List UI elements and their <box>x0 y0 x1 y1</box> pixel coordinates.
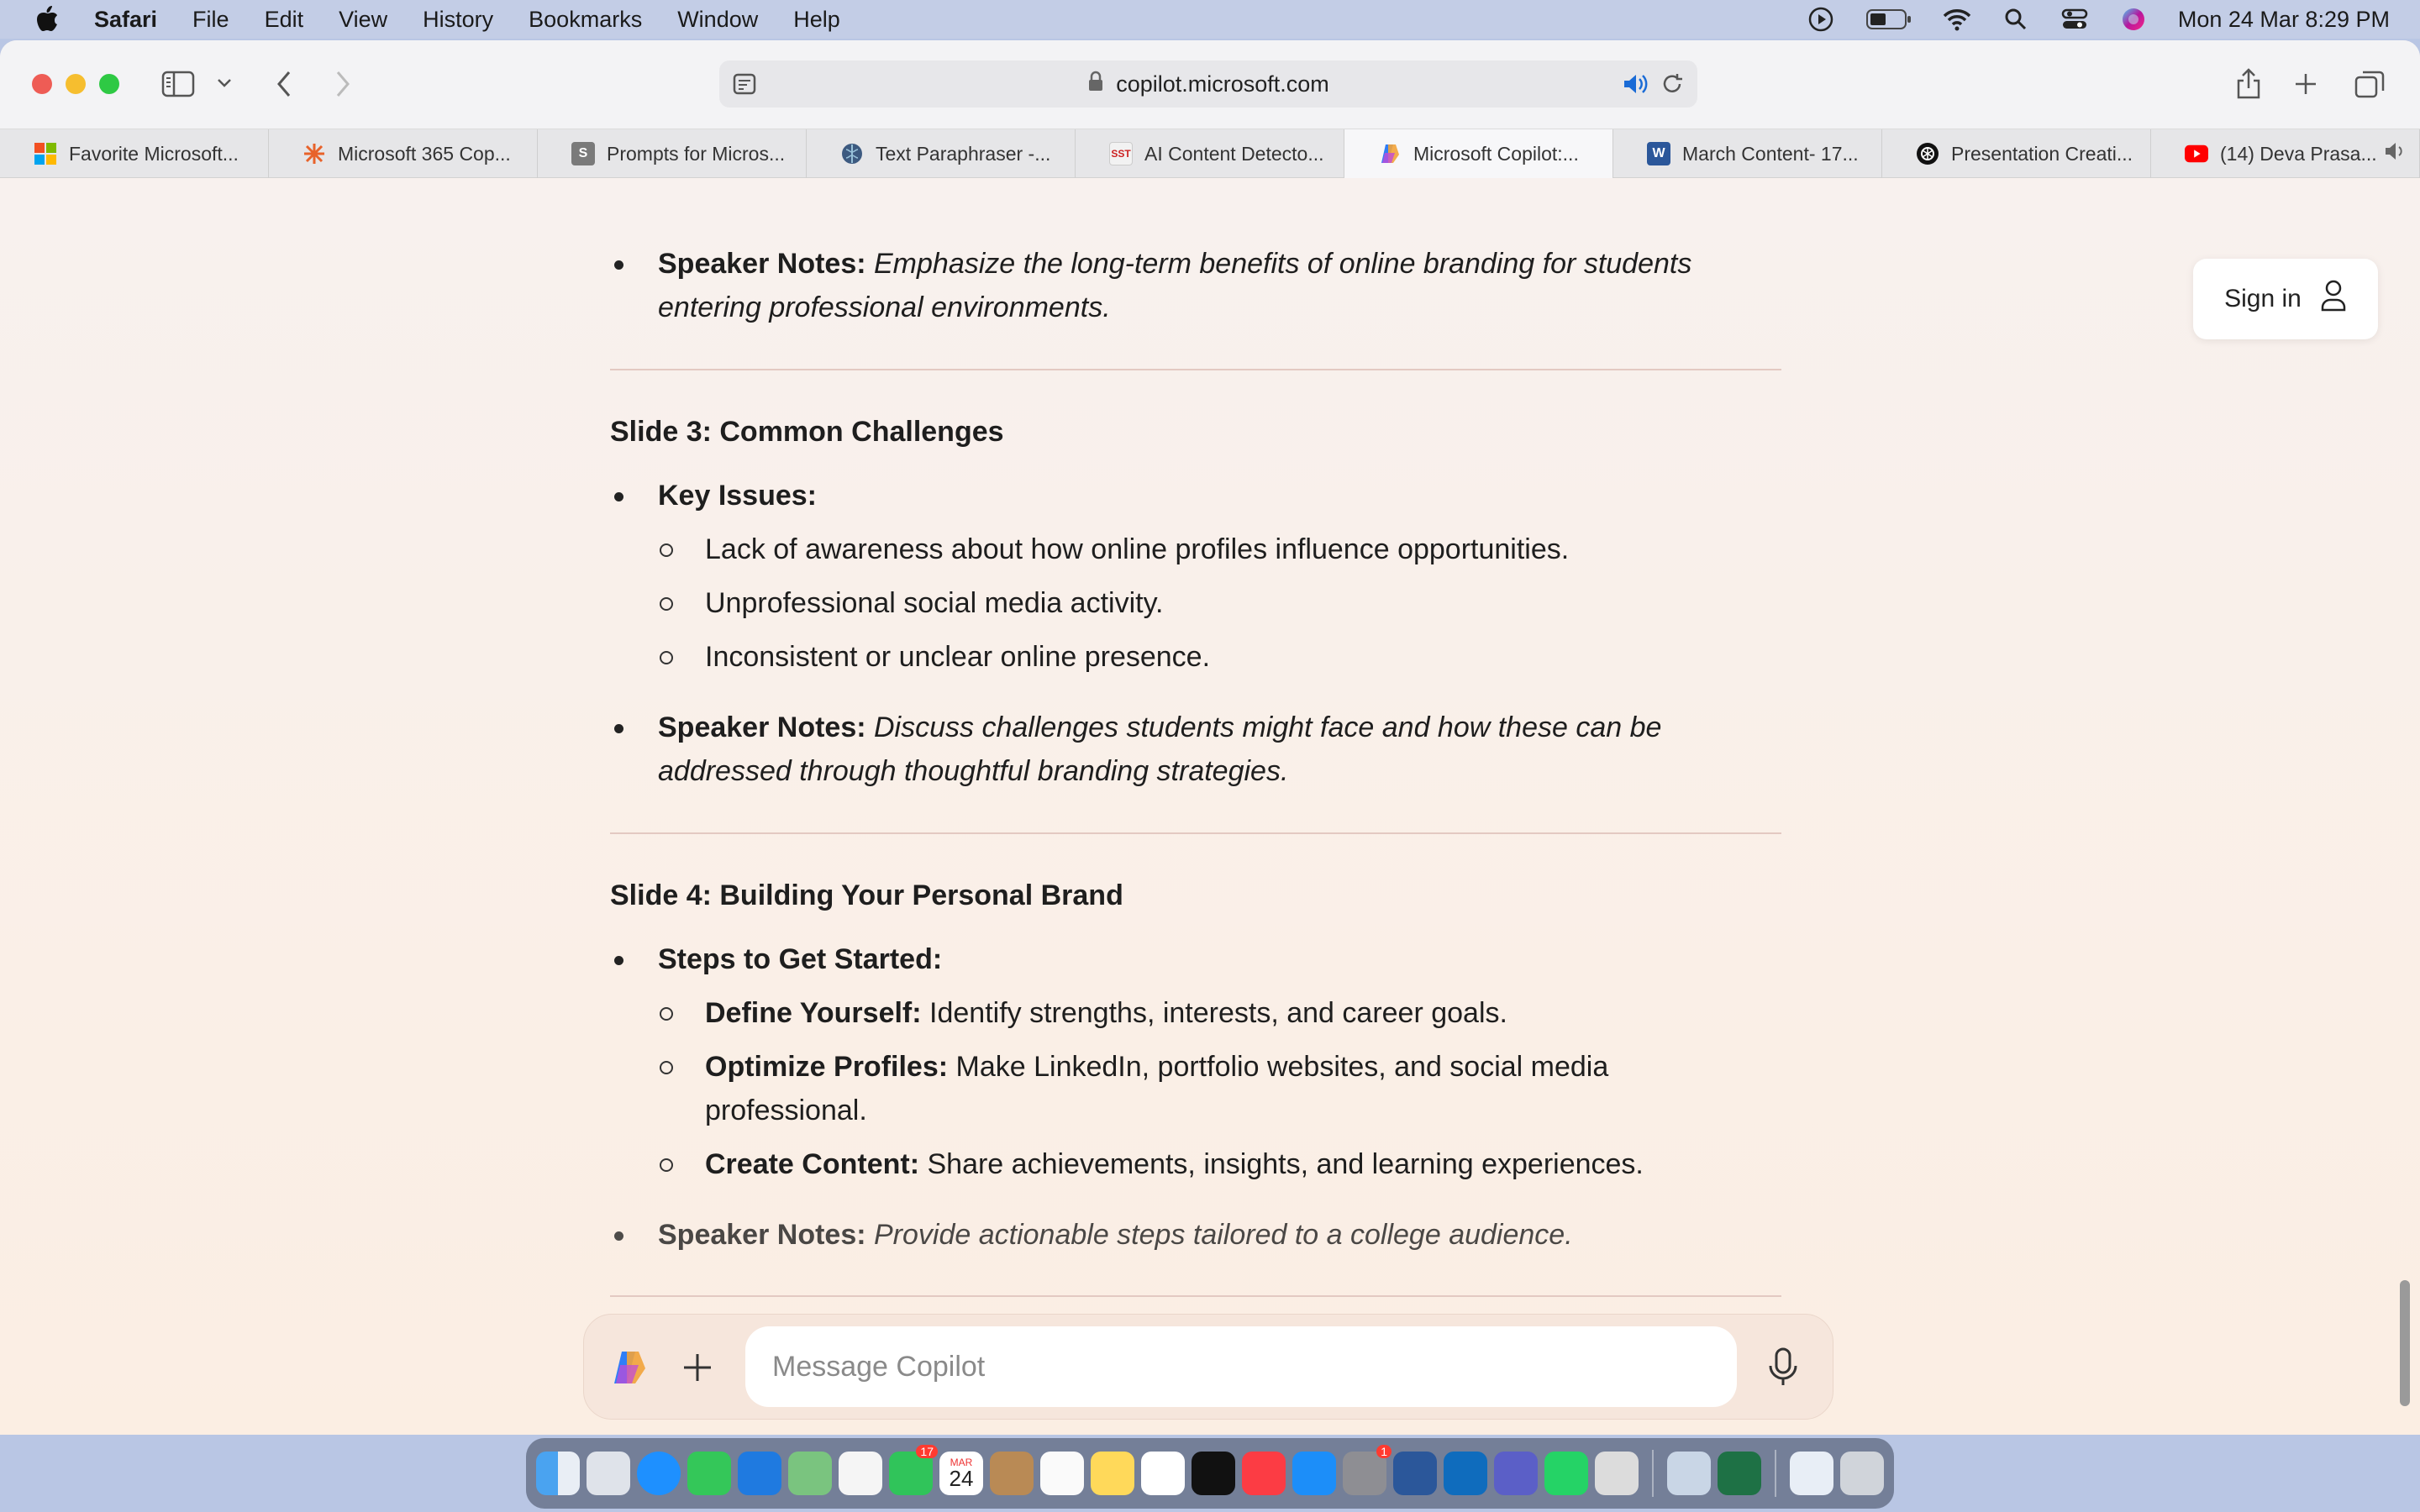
dock-separator <box>1652 1450 1654 1497</box>
system-settings-icon[interactable] <box>1343 1445 1387 1495</box>
step-text: Make LinkedIn, portfolio websites, and social media <box>955 1051 1609 1083</box>
list-item <box>610 1045 1781 1132</box>
dock-separator <box>1775 1450 1776 1497</box>
back-icon[interactable] <box>267 66 301 102</box>
apple-tv-icon[interactable] <box>1192 1452 1235 1495</box>
apple-icon[interactable] <box>30 3 64 36</box>
facetime-badge: 17 <box>916 1445 938 1458</box>
reload-icon[interactable] <box>1660 72 1684 102</box>
maps-icon[interactable] <box>788 1452 832 1495</box>
scrollbar-thumb[interactable] <box>2400 1280 2410 1406</box>
list-item <box>610 1142 1781 1186</box>
menu-view[interactable]: View <box>339 6 388 32</box>
step-label: Optimize Profiles: <box>705 1051 949 1083</box>
dock <box>526 1438 1894 1509</box>
menu-edit[interactable]: Edit <box>264 6 304 32</box>
tab-presentation-creation[interactable] <box>1882 129 2151 178</box>
speaker-notes-label: Speaker Notes: <box>658 711 866 743</box>
menu-file[interactable]: File <box>192 6 229 32</box>
pages-icon[interactable] <box>1595 1452 1639 1495</box>
share-icon[interactable] <box>2230 66 2267 102</box>
safari-icon[interactable] <box>637 1452 681 1495</box>
trash-icon[interactable] <box>1840 1452 1884 1495</box>
slide-4-title: Slide 4: Building Your Personal Brand <box>610 879 1123 911</box>
speaker-notes-text: Discuss challenges students might face and how these can be <box>874 711 1662 743</box>
user-icon <box>2320 279 2347 319</box>
step-label: Create Content: <box>705 1148 920 1180</box>
settings-badge: 1 <box>1376 1445 1392 1458</box>
teams-icon[interactable] <box>1494 1452 1538 1495</box>
microsoft-logo-icon <box>34 142 57 165</box>
step-text-2: professional. <box>705 1095 867 1126</box>
sign-in-button[interactable] <box>2193 259 2378 339</box>
app-store-icon[interactable] <box>1292 1452 1336 1495</box>
chevron-down-icon[interactable] <box>212 71 237 96</box>
microphone-icon[interactable] <box>1760 1345 1806 1390</box>
photos-icon[interactable] <box>839 1452 882 1495</box>
new-tab-icon[interactable] <box>2287 66 2324 102</box>
slide-3-title: Slide 3: Common Challenges <box>610 416 1004 448</box>
tab-overview-icon[interactable] <box>2351 66 2388 102</box>
menu-bookmarks[interactable]: Bookmarks <box>529 6 643 32</box>
launchpad-icon[interactable] <box>587 1452 630 1495</box>
outlook-icon[interactable] <box>1444 1452 1487 1495</box>
reminders-icon[interactable] <box>1040 1452 1084 1495</box>
tab-audio-icon[interactable] <box>2384 141 2407 166</box>
tab-label: Prompts for Micros... <box>607 142 786 165</box>
brain-icon <box>840 142 864 165</box>
freeform-icon[interactable] <box>1141 1452 1185 1495</box>
contacts-icon[interactable] <box>990 1452 1034 1495</box>
menu-history[interactable]: History <box>423 6 494 32</box>
mail-icon[interactable] <box>738 1452 781 1495</box>
list-item <box>610 706 1781 793</box>
tab-label: AI Content Detecto... <box>1144 142 1324 165</box>
tab-favorite-microsoft[interactable] <box>0 129 269 178</box>
youtube-icon <box>2185 142 2208 165</box>
copilot-logo-icon[interactable] <box>609 1347 651 1389</box>
tab-prompts[interactable] <box>538 129 807 178</box>
step-text: Share achievements, insights, and learning experiences. <box>927 1148 1644 1180</box>
sst-logo-icon: SST <box>1109 142 1133 165</box>
divider <box>610 832 1781 834</box>
list-item <box>610 991 1781 1035</box>
copilot-page <box>0 178 2420 1435</box>
zoom-window-button[interactable] <box>99 74 119 94</box>
status-area <box>1807 0 2390 39</box>
sign-in-label: Sign in <box>2224 285 2302 312</box>
tab-march-content[interactable] <box>1613 129 1882 178</box>
siri-icon[interactable] <box>2119 5 2148 34</box>
word-app-icon[interactable] <box>1393 1452 1437 1495</box>
downloads-folder-icon[interactable] <box>1790 1452 1833 1495</box>
tab-microsoft-copilot[interactable] <box>1344 129 1613 178</box>
tab-label: Microsoft 365 Cop... <box>338 142 511 165</box>
calendar-icon[interactable] <box>939 1452 983 1495</box>
url-text: copilot.microsoft.com <box>1116 71 1329 97</box>
address-bar[interactable] <box>719 60 1697 108</box>
openai-icon <box>1916 142 1939 165</box>
step-text: Identify strengths, interests, and career goals. <box>929 997 1507 1029</box>
excel-icon[interactable] <box>1718 1452 1761 1495</box>
tab-label: Text Paraphraser -... <box>876 142 1051 165</box>
minimize-window-button[interactable] <box>66 74 86 94</box>
tab-label: (14) Deva Prasa... <box>2220 142 2377 165</box>
play-icon[interactable] <box>1807 5 1835 34</box>
sparkle-icon <box>302 142 326 165</box>
message-input[interactable] <box>745 1326 1737 1407</box>
calendar-day: 24 <box>949 1466 974 1491</box>
word-icon: W <box>1647 142 1670 165</box>
finder-icon[interactable] <box>536 1452 580 1495</box>
facetime-icon[interactable] <box>889 1445 934 1495</box>
speaker-notes-text-2: addressed through thoughtful branding strategies. <box>658 755 1289 787</box>
s-logo-icon: S <box>571 142 595 165</box>
message-composer <box>583 1314 1833 1420</box>
search-icon[interactable] <box>2002 5 2030 34</box>
list-item: Lack of awareness about how online profiles influence opportunities. <box>610 528 1781 571</box>
menu-window[interactable]: Window <box>677 6 759 32</box>
steps-label: Steps to Get Started: <box>610 937 1781 981</box>
lock-icon <box>1087 71 1104 98</box>
tab-label: Microsoft Copilot:... <box>1413 142 1579 165</box>
tab-text-paraphraser[interactable] <box>807 129 1076 178</box>
tab-microsoft-365-copilot[interactable] <box>269 129 538 178</box>
whatsapp-icon[interactable] <box>1544 1452 1588 1495</box>
speaker-notes-label: Speaker Notes: <box>658 1219 866 1251</box>
messages-icon[interactable] <box>687 1452 731 1495</box>
tab-label: Presentation Creati... <box>1951 142 2133 165</box>
tab-label: Favorite Microsoft... <box>69 142 239 165</box>
add-attachment-icon[interactable] <box>676 1347 718 1389</box>
tab-bar <box>0 129 2420 178</box>
battery-icon[interactable] <box>1865 5 1912 34</box>
menu-help[interactable]: Help <box>793 6 840 32</box>
divider <box>610 1295 1781 1297</box>
sidebar-toggle-icon[interactable] <box>160 66 197 102</box>
notes-icon[interactable] <box>1091 1452 1134 1495</box>
clock[interactable]: Mon 24 Mar 8:29 PM <box>2177 6 2390 32</box>
music-icon[interactable] <box>1242 1452 1286 1495</box>
browser-window <box>0 40 2420 1435</box>
tab-ai-content-detector[interactable] <box>1076 129 1344 178</box>
page-menu-icon[interactable] <box>731 71 758 103</box>
list-item <box>610 1213 1781 1257</box>
copilot-icon <box>1378 142 1402 165</box>
speaker-notes-text: Provide actionable steps tailored to a college audience. <box>874 1219 1573 1251</box>
tab-youtube[interactable] <box>2151 129 2420 178</box>
menu-bar <box>0 0 2420 39</box>
browser-toolbar <box>0 40 2420 129</box>
close-window-button[interactable] <box>32 74 52 94</box>
step-label: Define Yourself: <box>705 997 922 1029</box>
speaker-notes-text: Emphasize the long-term benefits of online branding for students <box>874 248 1692 280</box>
menu-safari[interactable]: Safari <box>94 6 158 32</box>
wifi-icon[interactable] <box>1943 5 1971 34</box>
list-item <box>610 242 1781 329</box>
speaker-icon[interactable] <box>1622 72 1649 102</box>
key-issues-label: Key Issues: <box>610 474 1781 517</box>
tab-label: March Content- 17... <box>1682 142 1859 165</box>
preview-icon[interactable] <box>1667 1452 1711 1495</box>
speaker-notes-text-2: entering professional environments. <box>658 291 1111 323</box>
divider <box>610 369 1781 370</box>
speaker-notes-label: Speaker Notes: <box>658 248 866 280</box>
calendar-month: MAR <box>950 1457 973 1468</box>
list-item: Unprofessional social media activity. <box>610 581 1781 625</box>
control-center-icon[interactable] <box>2060 5 2089 34</box>
forward-icon[interactable] <box>326 66 360 102</box>
list-item: Inconsistent or unclear online presence. <box>610 635 1781 679</box>
